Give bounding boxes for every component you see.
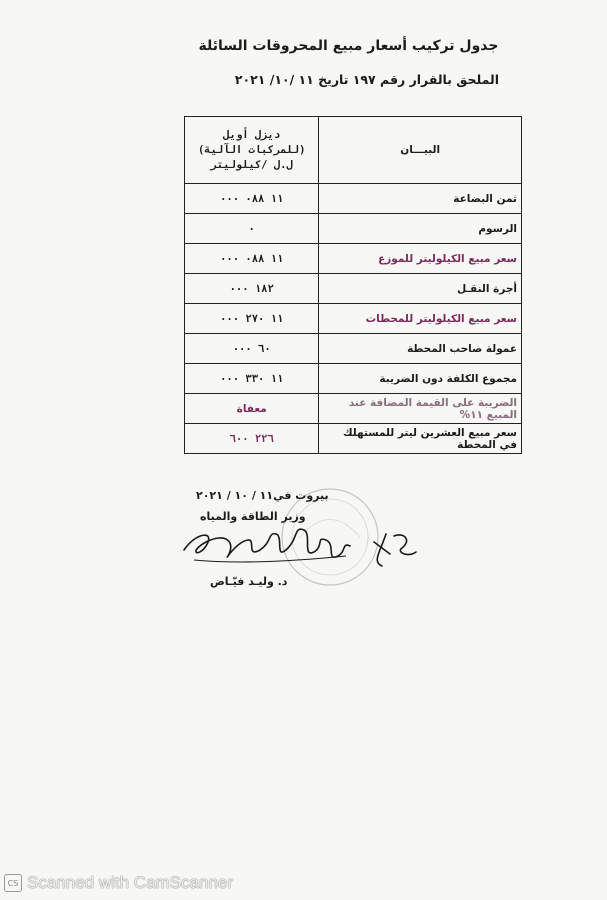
row-value: ١٨٢ ٠٠٠ [185, 274, 319, 304]
camscanner-watermark [4, 872, 233, 894]
row-label: سعر مبيع الكيلوليتر للموزع [319, 244, 522, 274]
row-label: الرسوم [319, 214, 522, 244]
minister-name: د. وليـد فيّـاض [210, 575, 288, 588]
camscanner-logo-icon: CS [4, 874, 22, 892]
row-label: عمولة صاحب المحطة [319, 334, 522, 364]
row-label: أجرة النقـل [319, 274, 522, 304]
table-row [185, 394, 522, 424]
table-row [185, 244, 522, 274]
header-product-cell [185, 117, 319, 184]
camscanner-text: Scanned with CamScanner [27, 873, 234, 892]
signature-place-date: بيروت في١١ / ١٠ / ٢٠٢١ [196, 489, 329, 502]
table-row [185, 274, 522, 304]
row-label: مجموع الكلفة دون الضريبة [319, 364, 522, 394]
row-label: ثمن البضاعة [319, 184, 522, 214]
document-subtitle: الملحق بالقرار رقم ١٩٧ تاريخ ١١ /١٠/ ٢٠٢١ [234, 72, 499, 87]
table-row [185, 214, 522, 244]
row-value: ١١ ٣٣٠ ٠٠٠ [185, 364, 319, 394]
row-value: معفاة [185, 394, 319, 424]
table-row [185, 334, 522, 364]
table-row [185, 304, 522, 334]
header-label-cell: البيـــان [319, 117, 522, 184]
handwritten-signature [176, 512, 426, 582]
row-label: سعر مبيع الكيلوليتر للمحطات [319, 304, 522, 334]
row-value: ١١ ٢٧٠ ٠٠٠ [185, 304, 319, 334]
header-product: ديزل أويل [223, 128, 281, 141]
document-title: جدول تركيب أسعار مبيع المحروقات السائلة [198, 38, 499, 54]
price-table [184, 116, 522, 454]
table-row [185, 184, 522, 214]
row-value: ١١ ٠٨٨ ٠٠٠ [185, 244, 319, 274]
table-row [185, 364, 522, 394]
row-value: ٢٢٦ ٦٠٠ [185, 424, 319, 454]
minister-title: وزير الطاقة والمياه [200, 510, 306, 523]
header-unit: ل.ل /كيلوليتر [210, 158, 293, 171]
row-value: ٦٠ ٠٠٠ [185, 334, 319, 364]
row-value: ١١ ٠٨٨ ٠٠٠ [185, 184, 319, 214]
table-header-row [185, 117, 522, 184]
header-usage: (للمركبات الآلية) [197, 143, 306, 156]
row-value: ٠ [185, 214, 319, 244]
row-label: الضريبة على القيمة المضافة عند المبيع ١١% [319, 394, 522, 424]
table-row [185, 424, 522, 454]
row-label: سعر مبيع العشرين ليتر للمستهلك في المحطة [319, 424, 522, 454]
